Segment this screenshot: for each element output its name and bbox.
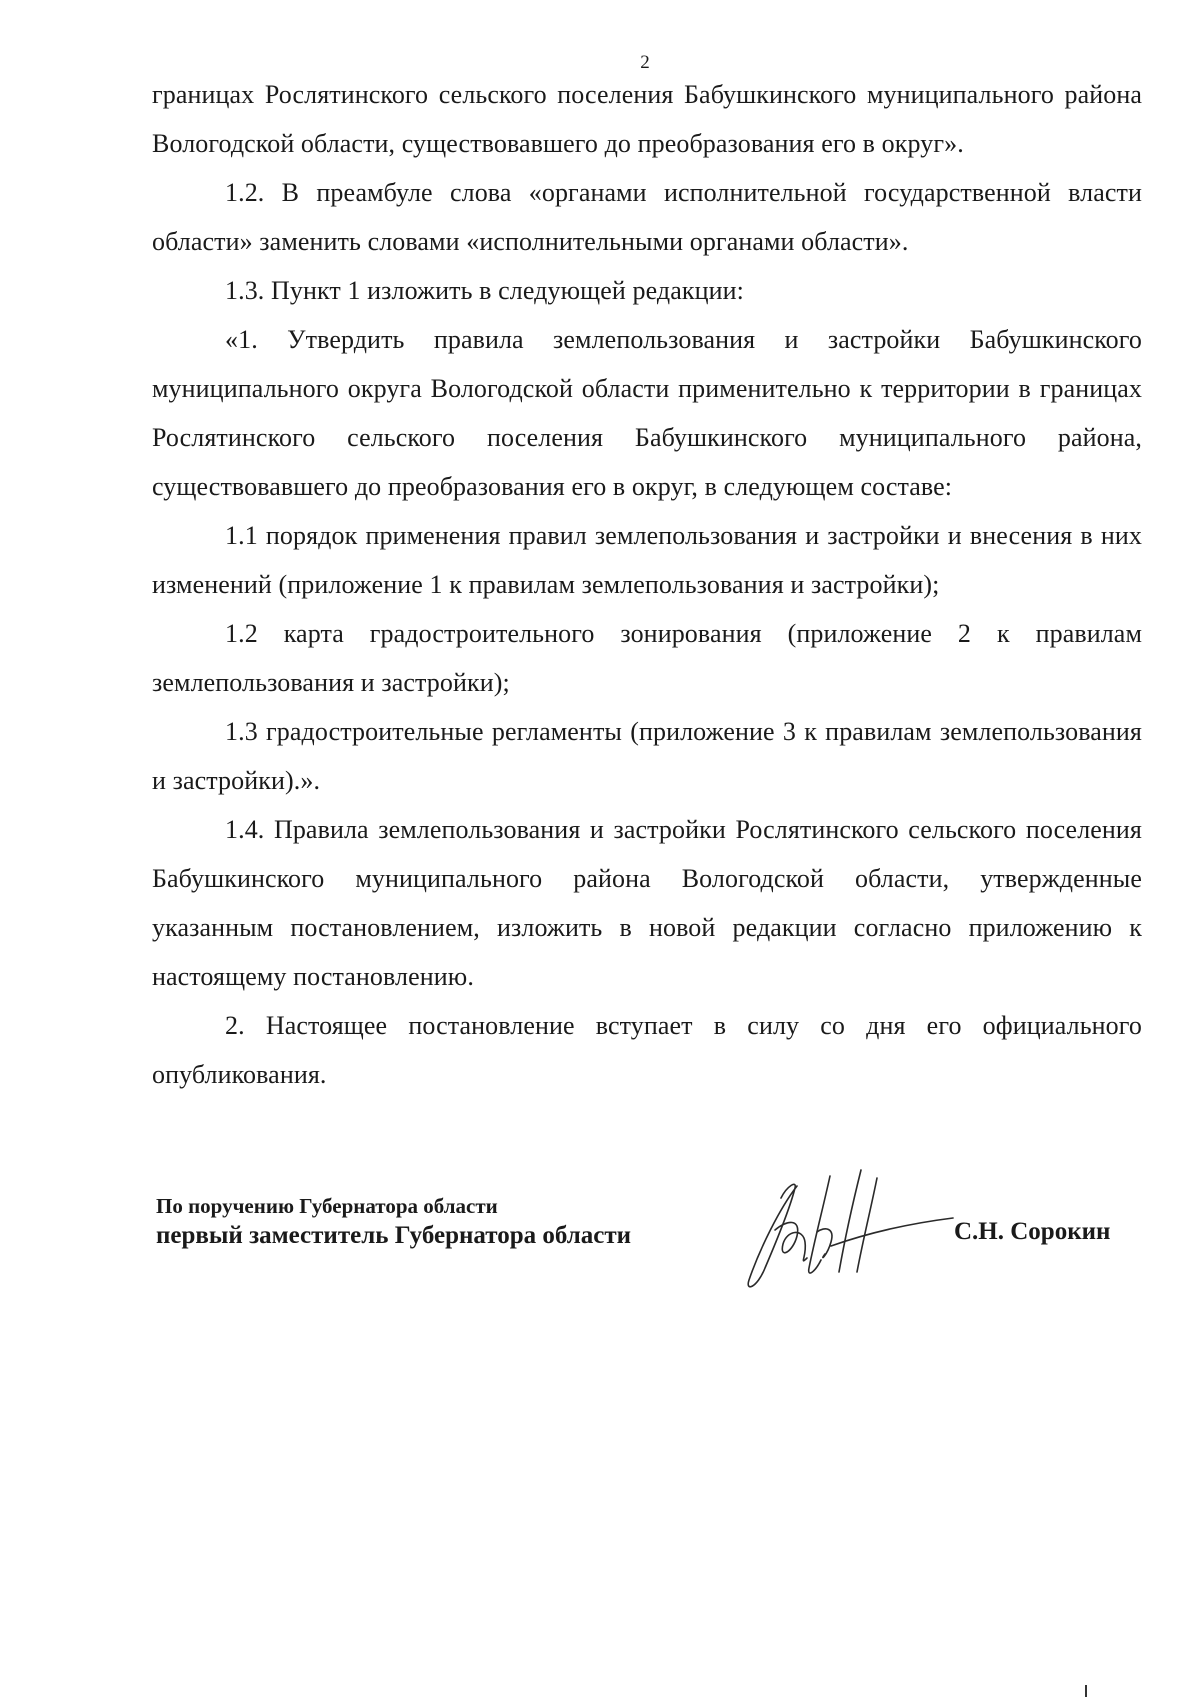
page-number: 2 [640, 52, 650, 73]
signatory-title [156, 1192, 631, 1252]
paragraph: 1.4. Правила землепользования и застройки Рослятинского сельского поселения Бабушкинского муниципального района Вологодской области, утвержденные указанным постановлением, изложить в новой редакции согласно приложению к настоящему постановлению. [152, 815, 1142, 991]
signatory-name: С.Н. Сорокин [954, 1218, 1111, 1245]
scan-mark [1085, 1685, 1087, 1697]
paragraph: 1.2. В преамбуле слова «органами исполнительной государственной власти области» заменить словами «исполнительными органами области». [152, 178, 1142, 256]
paragraph: границах Рослятинского сельского поселения Бабушкинского муниципального района Вологодской области, существовавшего до преобразования его в округ». [152, 80, 1142, 158]
paragraph: 1.3. Пункт 1 изложить в следующей редакции: [225, 276, 744, 305]
signatory-line-1: По поручению Губернатора области [156, 1194, 498, 1218]
signatory-line-2: первый заместитель Губернатора области [156, 1222, 632, 1249]
paragraph: 1.3 градостроительные регламенты (приложение 3 к правилам землепользования и застройки).». [152, 717, 1142, 795]
handwritten-signature [735, 1168, 955, 1293]
paragraph: 1.2 карта градостроительного зонирования (приложение 2 к правилам землепользования и застройки); [152, 619, 1142, 697]
paragraph: 1.1 порядок применения правил землепользования и застройки и внесения в них изменений (приложение 1 к правилам землепользования и застройки); [152, 521, 1142, 599]
paragraph: «1. Утвердить правила землепользования и застройки Бабушкинского муниципального округа Вологодской области применительно к территории в границах Рослятинского сельского поселения Бабушкинского муниципального района, существовавшего до преобразования его в округ, в следующем составе: [152, 325, 1142, 501]
paragraph: 2. Настоящее постановление вступает в силу со дня его официального опубликования. [152, 1011, 1142, 1089]
document-body [152, 70, 1142, 1099]
